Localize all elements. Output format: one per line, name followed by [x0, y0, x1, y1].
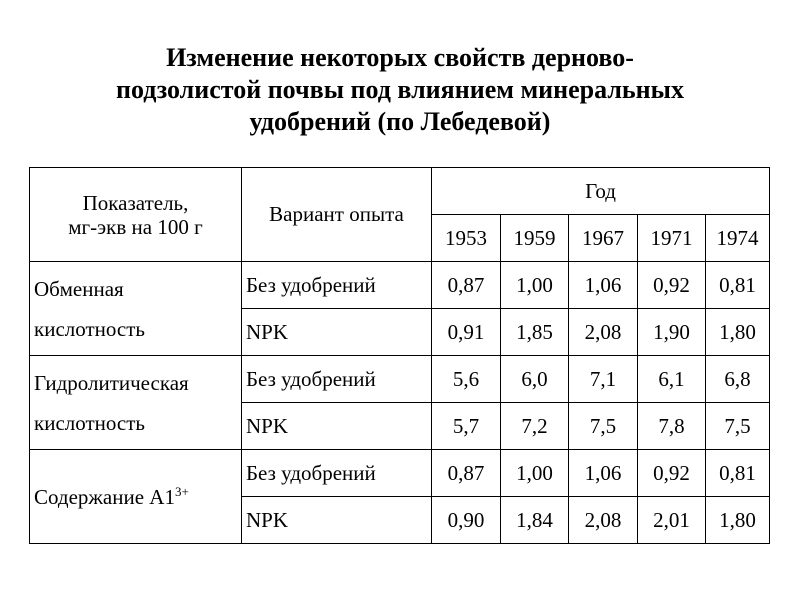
header-year-1971: 1971: [638, 215, 706, 262]
value-cell: 6,0: [501, 356, 569, 403]
header-year-1974: 1974: [706, 215, 770, 262]
value-cell: 1,00: [501, 262, 569, 309]
page-title: [0, 42, 800, 138]
value-cell: 7,1: [569, 356, 638, 403]
variant-cell: Без удобрений: [242, 450, 432, 497]
indicator-aluminum-content: [30, 450, 242, 544]
value-cell: 0,91: [432, 309, 501, 356]
indicator-superscript: 3+: [174, 483, 189, 499]
value-cell: 1,80: [706, 497, 770, 544]
indicator-main: Содержание А1: [34, 484, 175, 509]
value-cell: 0,81: [706, 262, 770, 309]
variant-cell: NPK: [242, 497, 432, 544]
value-cell: 1,00: [501, 450, 569, 497]
header-variant: Вариант опыта: [242, 168, 432, 262]
soil-properties-table: [29, 167, 770, 544]
value-cell: 0,92: [638, 262, 706, 309]
value-cell: 1,84: [501, 497, 569, 544]
value-cell: 1,06: [569, 450, 638, 497]
header-indicator-line-1: Показатель,: [82, 190, 189, 215]
indicator-line-2: кислотность: [34, 410, 145, 435]
value-cell: 0,90: [432, 497, 501, 544]
value-cell: 0,87: [432, 262, 501, 309]
value-cell: 1,90: [638, 309, 706, 356]
header-year-1953: 1953: [432, 215, 501, 262]
title-line-3: удобрений (по Лебедевой): [249, 107, 551, 136]
value-cell: 0,81: [706, 450, 770, 497]
value-cell: 1,80: [706, 309, 770, 356]
header-year: Год: [432, 168, 770, 215]
indicator-line-1: Гидролитическая: [34, 370, 189, 395]
table-row: [30, 450, 770, 497]
header-year-1967: 1967: [569, 215, 638, 262]
indicator-hydrolytic-acidity: [30, 356, 242, 450]
variant-cell: NPK: [242, 309, 432, 356]
header-indicator: [30, 168, 242, 262]
value-cell: 5,6: [432, 356, 501, 403]
value-cell: 7,5: [706, 403, 770, 450]
value-cell: 1,85: [501, 309, 569, 356]
variant-cell: Без удобрений: [242, 356, 432, 403]
variant-cell: Без удобрений: [242, 262, 432, 309]
header-indicator-line-2: мг-экв на 100 г: [68, 214, 203, 239]
header-row-1: [30, 168, 770, 215]
table-row: [30, 262, 770, 309]
value-cell: 0,87: [432, 450, 501, 497]
value-cell: 0,92: [638, 450, 706, 497]
value-cell: 7,2: [501, 403, 569, 450]
title-line-2: подзолистой почвы под влиянием минеральных: [116, 75, 684, 104]
indicator-exchange-acidity: [30, 262, 242, 356]
value-cell: 7,5: [569, 403, 638, 450]
table-row: [30, 356, 770, 403]
value-cell: 5,7: [432, 403, 501, 450]
indicator-line-1: Обменная: [34, 276, 124, 301]
value-cell: 1,06: [569, 262, 638, 309]
value-cell: 6,1: [638, 356, 706, 403]
value-cell: 2,01: [638, 497, 706, 544]
value-cell: 2,08: [569, 497, 638, 544]
value-cell: 7,8: [638, 403, 706, 450]
variant-cell: NPK: [242, 403, 432, 450]
value-cell: 2,08: [569, 309, 638, 356]
value-cell: 6,8: [706, 356, 770, 403]
indicator-line-2: кислотность: [34, 316, 145, 341]
title-line-1: Изменение некоторых свойств дерново-: [166, 43, 634, 72]
header-year-1959: 1959: [501, 215, 569, 262]
